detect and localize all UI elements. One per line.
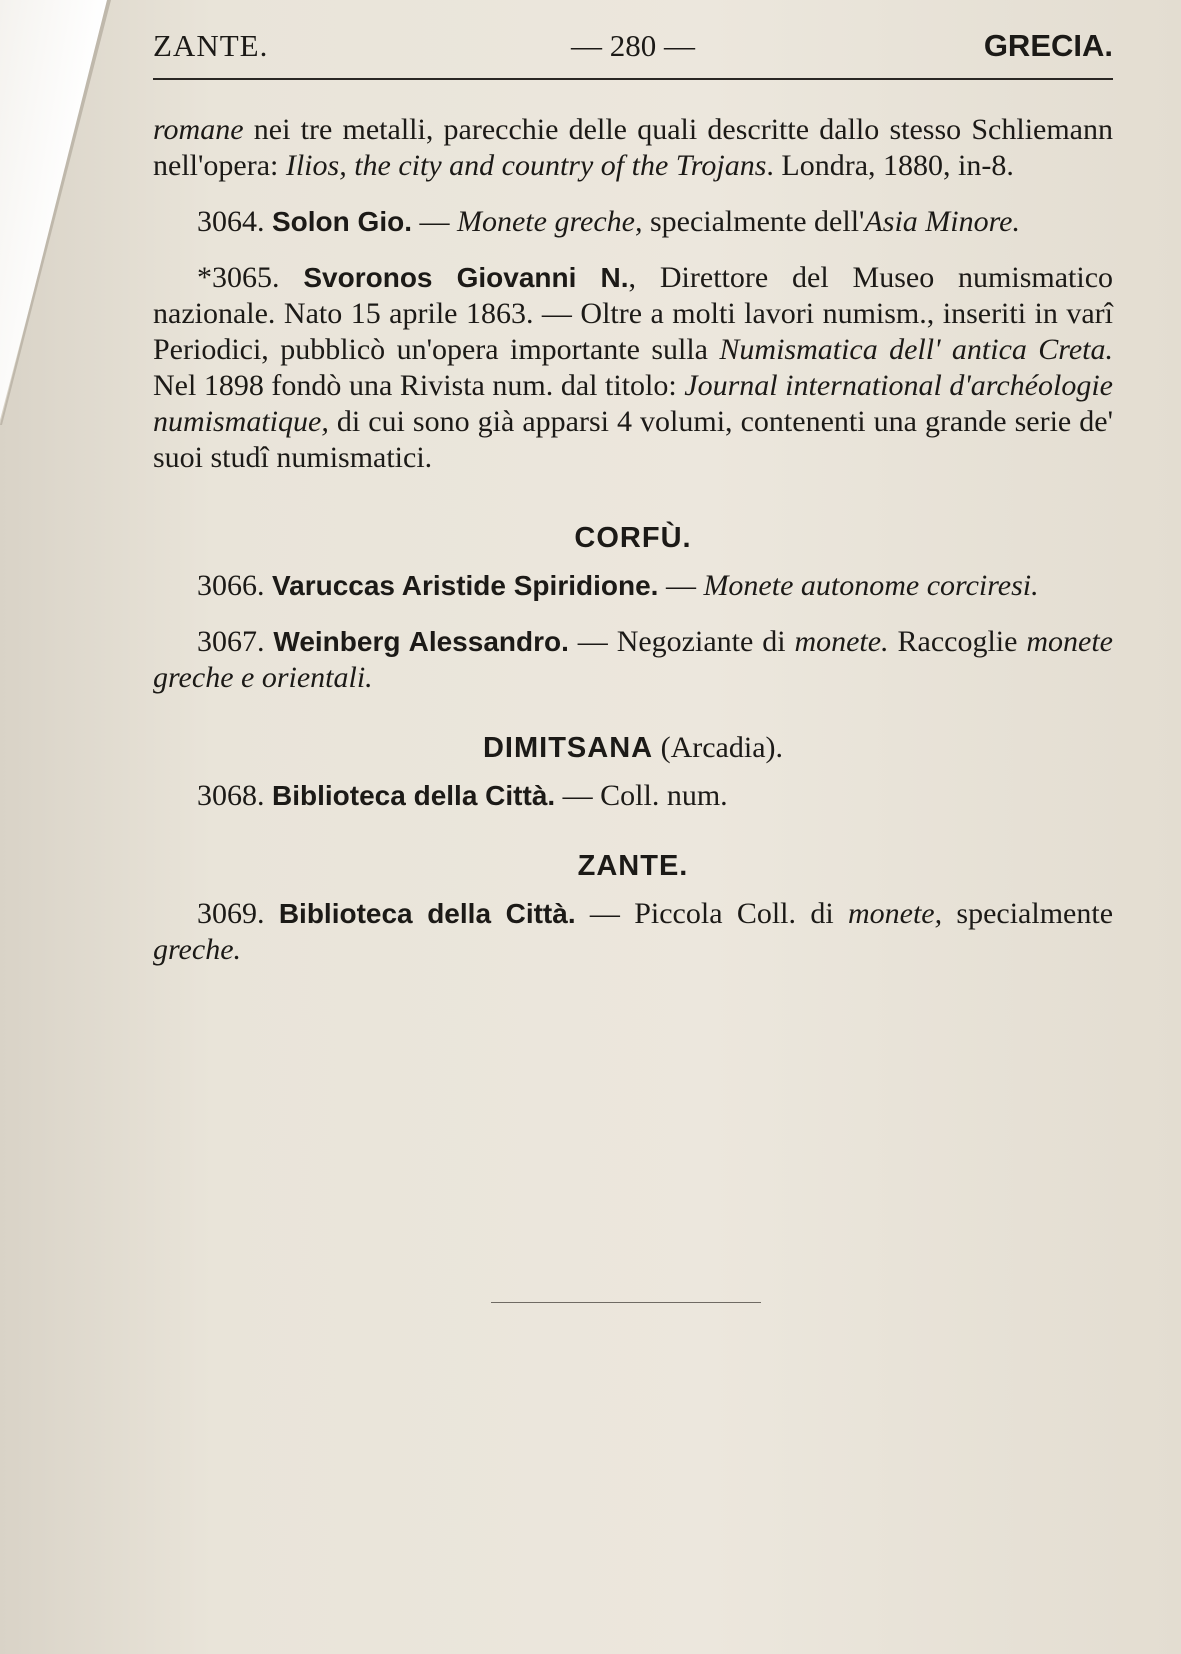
entry-italic: Asia Minore.	[864, 205, 1020, 238]
entry-text: , Direttore del Museo numismatico nazionale. Nato 15 aprile 1863. — Oltre a molti lavori numism., inseriti in varî Periodici, pubblicò un'opera importante sulla	[153, 261, 1114, 366]
intro-text: nei tre metalli, parecchie delle quali descritte dallo stesso Schliemann nell'opera:	[153, 113, 1113, 182]
page-number: — 280 —	[571, 28, 695, 63]
entry-text: —	[412, 205, 457, 238]
entry-text: Raccoglie	[888, 625, 1027, 658]
entry-number: 3069.	[197, 897, 279, 930]
entry-3069	[153, 896, 1113, 968]
entry-3067	[153, 624, 1113, 696]
section-heading-corfu: CORFÙ.	[574, 522, 692, 554]
section-heading-dimitsana	[153, 730, 1113, 766]
entry-text: —	[658, 569, 704, 602]
entry-text: specialmente dell'	[642, 205, 865, 238]
entry-italic: monete,	[847, 897, 943, 930]
entry-text: — Coll. num.	[555, 779, 728, 812]
section-heading-sub: (Arcadia).	[653, 731, 784, 764]
entry-name: Varuccas Aristide Spiridione.	[272, 570, 659, 601]
entry-text: — Negoziante di	[568, 625, 795, 658]
running-head-left: ZANTE.	[153, 28, 269, 63]
entry-italic: Monete greche,	[457, 205, 643, 238]
folded-page-corner	[0, 0, 120, 430]
page-body	[153, 112, 1113, 968]
entry-number: 3068.	[197, 779, 272, 812]
entry-3065	[153, 260, 1113, 476]
entry-number: 3066.	[197, 569, 272, 602]
entry-name: Svoronos Giovanni N.	[303, 262, 629, 293]
entry-3066	[153, 568, 1113, 604]
entry-number: 3067.	[197, 625, 274, 658]
entry-3068	[153, 778, 1113, 814]
entry-name: Biblioteca della Città.	[272, 780, 556, 811]
section-heading-zante: ZANTE.	[577, 850, 689, 882]
entry-name: Solon Gio.	[272, 206, 412, 237]
continued-paragraph	[153, 112, 1113, 184]
entry-italic: monete greche e orientali.	[153, 625, 1113, 694]
entry-italic: Journal international d'archéologie numismatique,	[153, 369, 1113, 438]
entry-text: Nel 1898 fondò una Rivista num. dal titolo:	[153, 369, 685, 402]
entry-number: *3065.	[197, 261, 304, 294]
intro-italic: romane	[153, 113, 244, 146]
entry-italic: Monete autonome corciresi.	[703, 569, 1039, 602]
entry-name: Weinberg Alessandro.	[273, 626, 569, 657]
entry-text: — Piccola Coll. di	[575, 897, 848, 930]
intro-title-italic: Ilios, the city and country of the Trojans	[285, 149, 767, 182]
intro-text-end: . Londra, 1880, in-8.	[766, 149, 1014, 182]
running-head-right: GRECIA.	[983, 28, 1113, 63]
entry-name: Biblioteca della Città.	[278, 898, 576, 929]
entry-italic: monete.	[794, 625, 889, 658]
section-heading-text: DIMITSANA	[482, 732, 654, 764]
end-of-section-rule	[491, 1302, 761, 1303]
entry-text: specialmente	[942, 897, 1114, 930]
entry-italic: Numismatica dell' antica Creta.	[719, 333, 1113, 366]
entry-italic: greche.	[153, 933, 242, 966]
entry-text: di cui sono già apparsi 4 volumi, contenenti una grande serie de' suoi studî numismatici.	[153, 405, 1113, 474]
running-head	[153, 28, 1113, 68]
entry-3064	[153, 204, 1113, 240]
header-rule	[153, 78, 1113, 80]
entry-number: 3064.	[197, 205, 272, 238]
